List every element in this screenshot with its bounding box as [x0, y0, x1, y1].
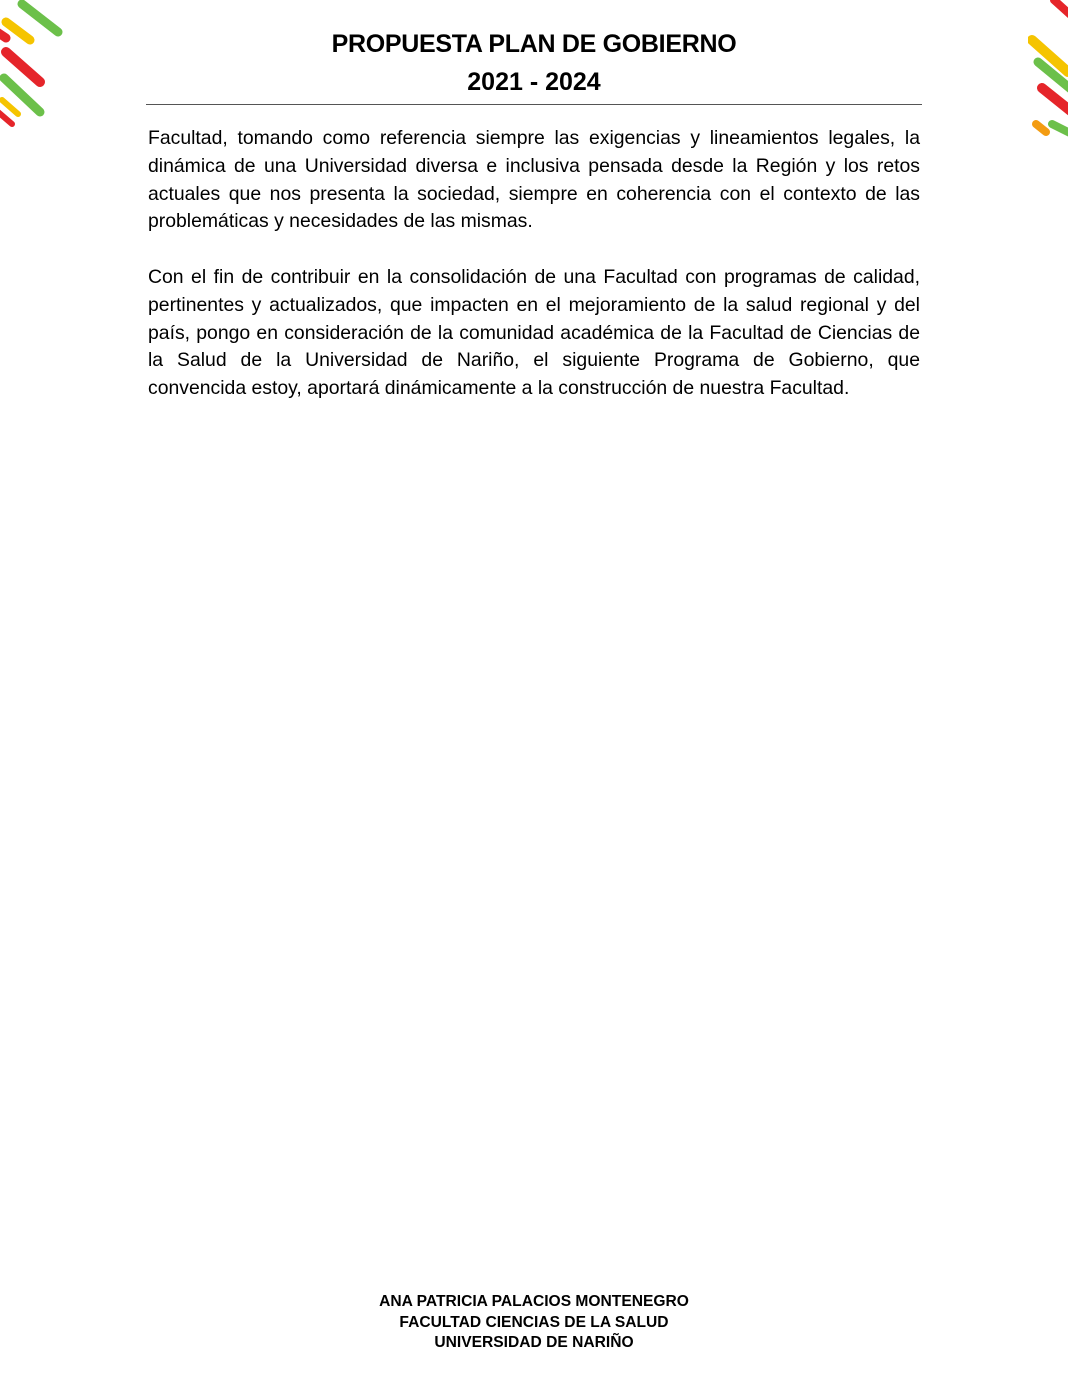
header-divider [146, 104, 922, 105]
paragraph: Facultad, tomando como referencia siempre las exigencias y lineamientos legales, la dinámica de una Universidad diversa e inclusiva pensada desde la Región y los retos actuales que nos presenta la sociedad, siempre en coherencia con el contexto de las problemáticas y necesidades de las mismas. [148, 127, 920, 233]
footer-author-name: ANA PATRICIA PALACIOS MONTENEGRO [379, 1293, 689, 1310]
document-title: PROPUESTA PLAN DE GOBIERNO [331, 30, 737, 58]
document-years: 2021 - 2024 [467, 68, 601, 96]
decorative-stripes-left-icon [0, 0, 70, 130]
footer-faculty: FACULTAD CIENCIAS DE LA SALUD [399, 1313, 669, 1331]
decorative-stripes-right-icon [1028, 0, 1068, 140]
document-body [148, 125, 920, 431]
document-footer [0, 1292, 1068, 1354]
footer-university: UNIVERSIDAD DE NARIÑO [434, 1334, 634, 1351]
document-header [146, 26, 922, 102]
paragraph: Con el fin de contribuir en la consolidación de una Facultad con programas de calidad, pertinentes y actualizados, que impacten en el mejoramiento de la salud regional y del país, pongo en consideración de la comunidad académica de la Facultad de Ciencias de la Salud de la Universidad de Nariño, el siguiente Programa de Gobierno, que convencida estoy, aportará dinámicamente a la construcción de nuestra Facultad. [148, 265, 920, 400]
